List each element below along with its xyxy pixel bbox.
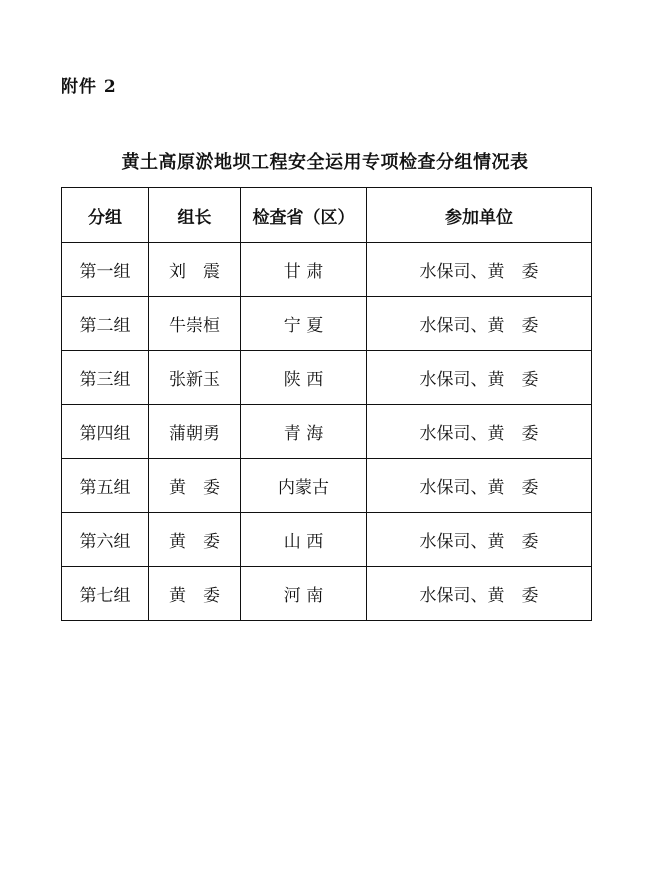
attachment-label: 附件 2 bbox=[61, 77, 117, 97]
cell-leader: 牛崇桓 bbox=[149, 297, 241, 351]
cell-units: 水保司、黄 委 bbox=[367, 513, 592, 567]
cell-province: 陕 西 bbox=[241, 351, 367, 405]
table-row bbox=[62, 459, 592, 513]
cell-province: 山 西 bbox=[241, 513, 367, 567]
cell-group: 第六组 bbox=[62, 513, 149, 567]
cell-group: 第一组 bbox=[62, 243, 149, 297]
cell-units: 水保司、黄 委 bbox=[367, 351, 592, 405]
table-row bbox=[62, 567, 592, 621]
cell-leader: 黄 委 bbox=[149, 567, 241, 621]
header-province: 检查省（区） bbox=[241, 188, 367, 243]
cell-group: 第四组 bbox=[62, 405, 149, 459]
table-row bbox=[62, 243, 592, 297]
document-title: 黄土高原淤地坝工程安全运用专项检查分组情况表 bbox=[121, 152, 529, 173]
header-leader: 组长 bbox=[149, 188, 241, 243]
table-row bbox=[62, 297, 592, 351]
header-group: 分组 bbox=[62, 188, 149, 243]
table-row bbox=[62, 351, 592, 405]
cell-province: 内蒙古 bbox=[241, 459, 367, 513]
table-row bbox=[62, 405, 592, 459]
cell-leader: 蒲朝勇 bbox=[149, 405, 241, 459]
cell-group: 第五组 bbox=[62, 459, 149, 513]
cell-province: 河 南 bbox=[241, 567, 367, 621]
cell-province: 甘 肃 bbox=[241, 243, 367, 297]
cell-leader: 黄 委 bbox=[149, 513, 241, 567]
header-units: 参加单位 bbox=[367, 188, 592, 243]
inspection-group-table bbox=[61, 187, 592, 621]
cell-province: 宁 夏 bbox=[241, 297, 367, 351]
cell-group: 第三组 bbox=[62, 351, 149, 405]
cell-units: 水保司、黄 委 bbox=[367, 243, 592, 297]
cell-units: 水保司、黄 委 bbox=[367, 567, 592, 621]
cell-units: 水保司、黄 委 bbox=[367, 297, 592, 351]
cell-leader: 刘 震 bbox=[149, 243, 241, 297]
cell-province: 青 海 bbox=[241, 405, 367, 459]
cell-leader: 黄 委 bbox=[149, 459, 241, 513]
cell-leader: 张新玉 bbox=[149, 351, 241, 405]
cell-units: 水保司、黄 委 bbox=[367, 459, 592, 513]
cell-group: 第二组 bbox=[62, 297, 149, 351]
table-row bbox=[62, 513, 592, 567]
cell-group: 第七组 bbox=[62, 567, 149, 621]
cell-units: 水保司、黄 委 bbox=[367, 405, 592, 459]
table-header-row bbox=[62, 188, 592, 243]
